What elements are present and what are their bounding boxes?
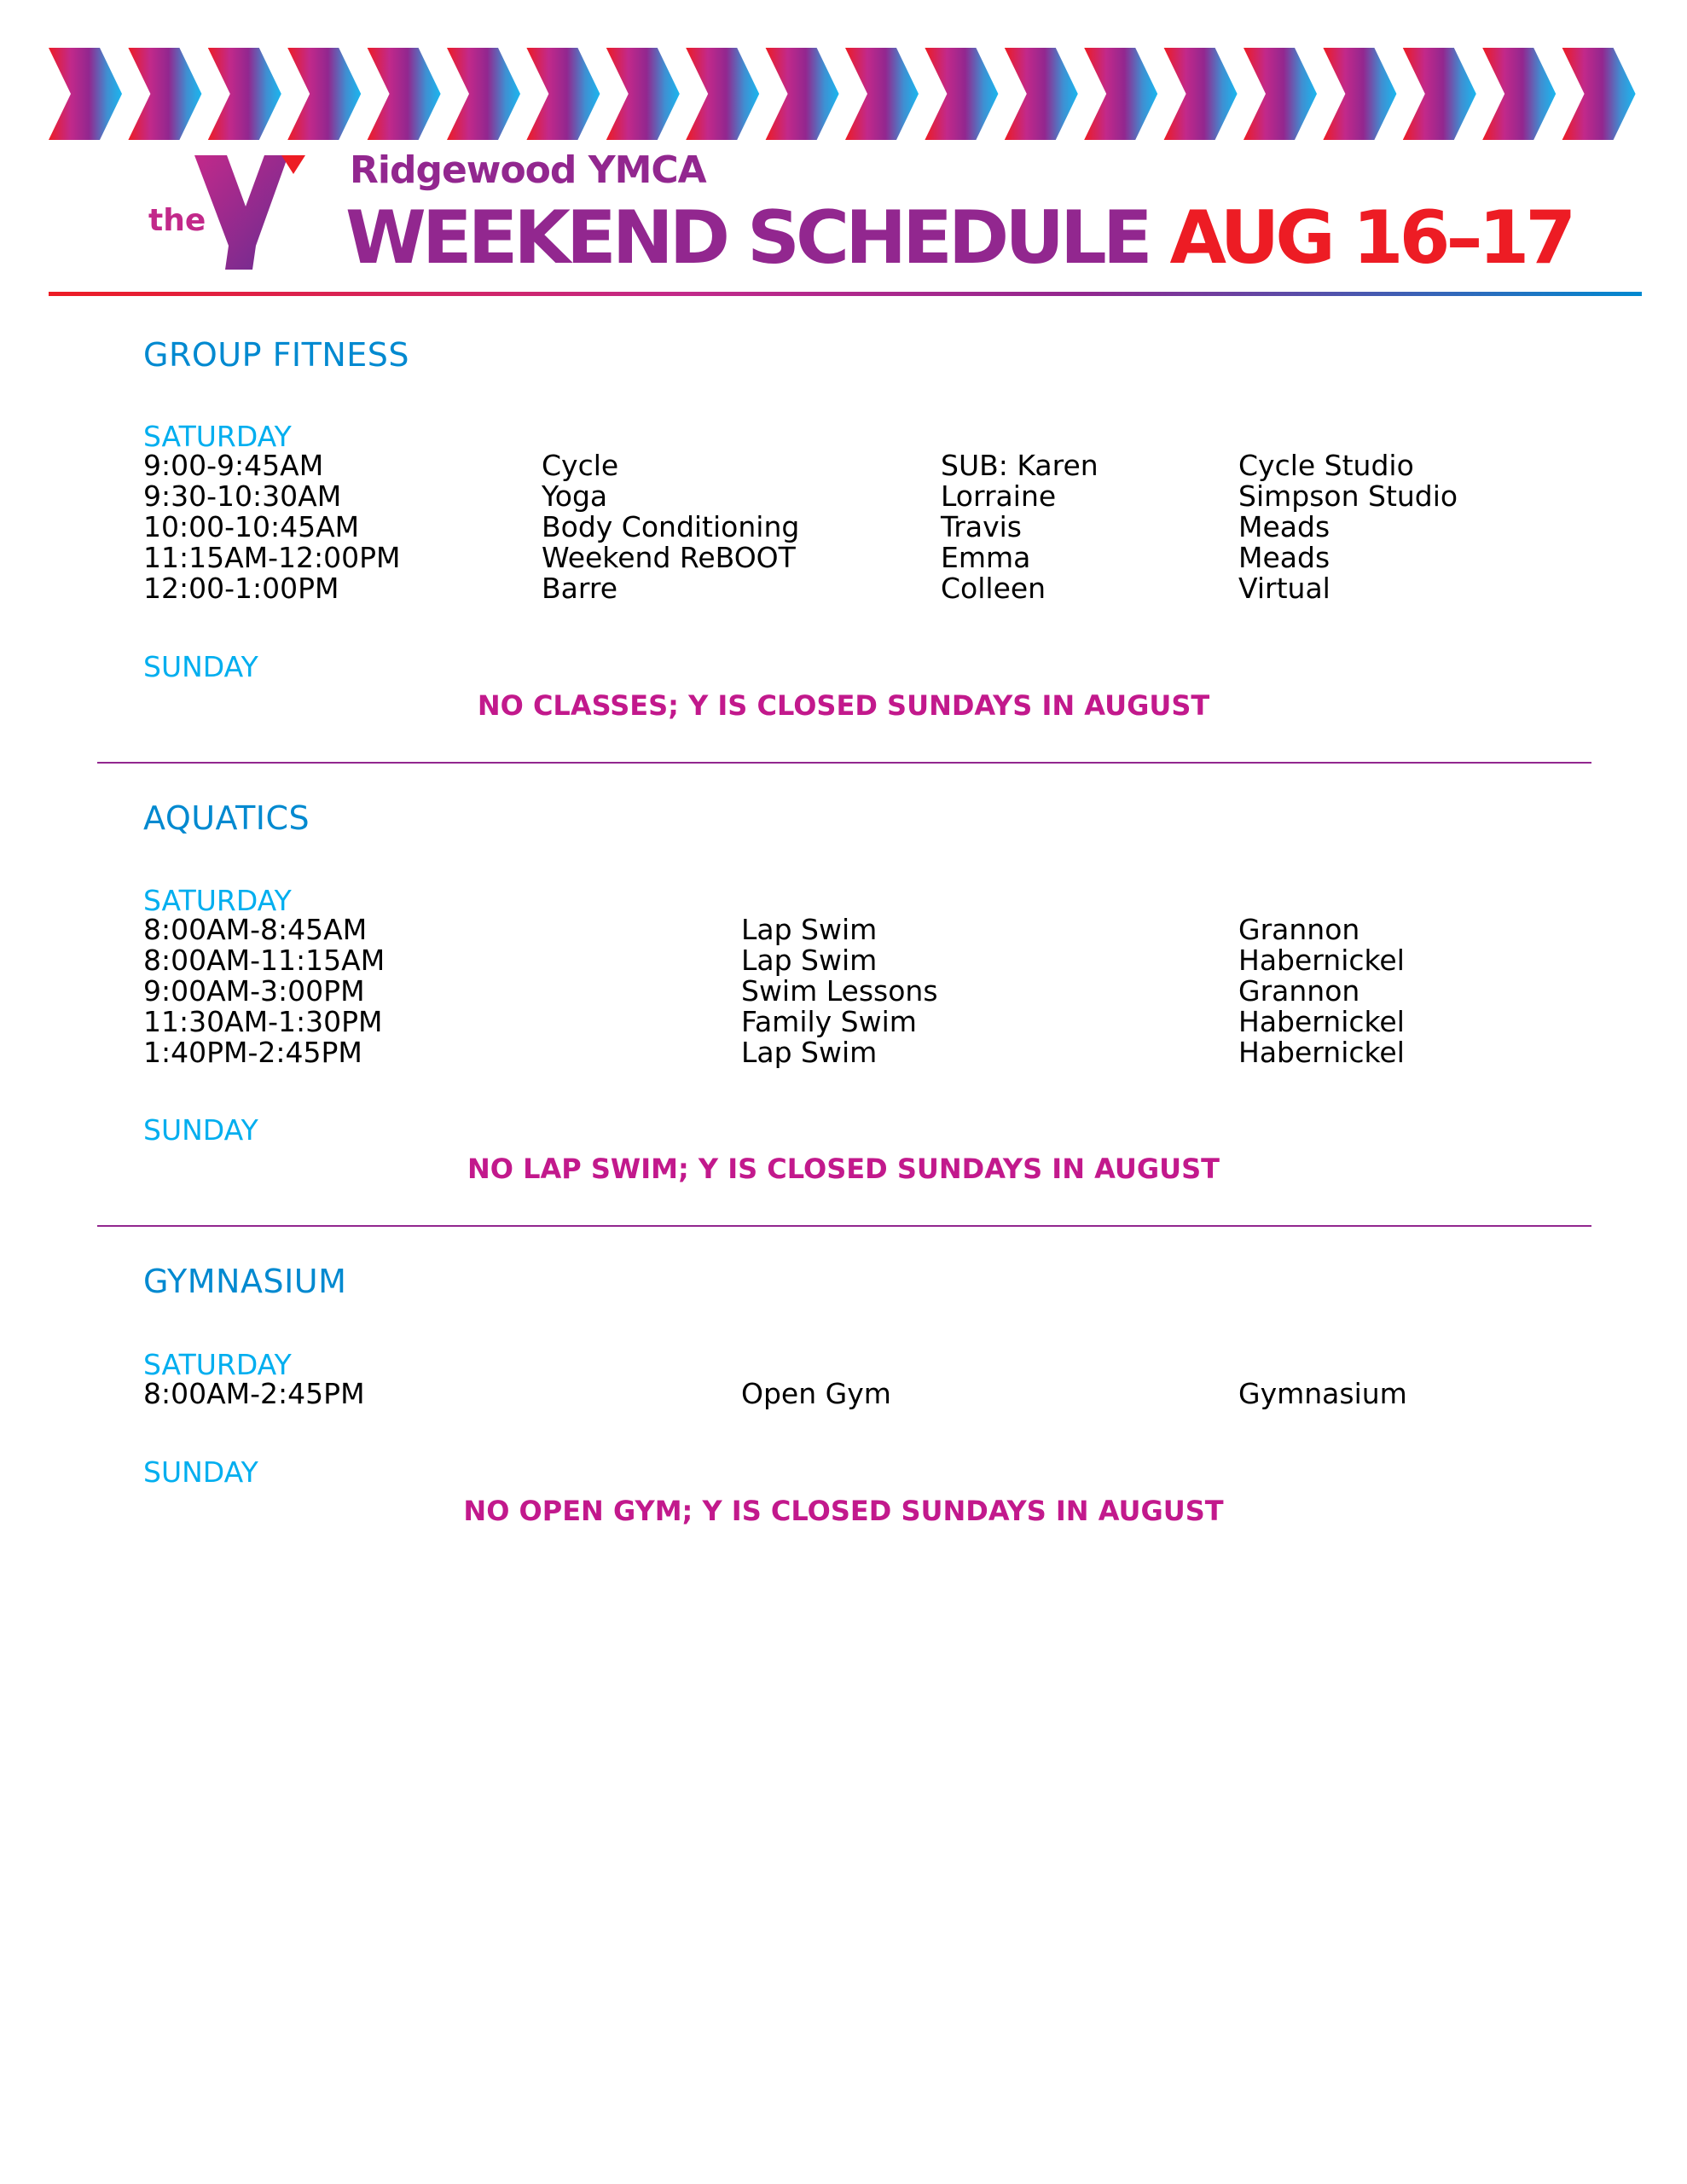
chevron-shape xyxy=(447,48,520,140)
section-divider xyxy=(97,1225,1591,1227)
page-title xyxy=(345,195,1573,281)
row-location: Meads xyxy=(1238,510,1330,543)
row-location: Grannon xyxy=(1238,913,1360,946)
row-activity: Barre xyxy=(542,572,617,605)
section-title-aquatics: AQUATICS xyxy=(143,799,310,837)
chevron-shape xyxy=(1323,48,1396,140)
row-location: Habernickel xyxy=(1238,1036,1405,1069)
section-title-group-fitness: GROUP FITNESS xyxy=(143,336,410,374)
row-instructor: Travis xyxy=(941,510,1022,543)
row-time: 10:00-10:45AM xyxy=(143,510,360,543)
row-time: 12:00-1:00PM xyxy=(143,572,339,605)
chevron-banner xyxy=(49,48,1642,140)
schedule-row xyxy=(143,573,1644,604)
schedule-row xyxy=(143,1037,1644,1068)
row-time: 1:40PM-2:45PM xyxy=(143,1036,362,1069)
row-location: Cycle Studio xyxy=(1238,449,1414,482)
schedule-row xyxy=(143,543,1644,573)
schedule-row xyxy=(143,1007,1644,1037)
header-rule xyxy=(49,292,1642,296)
row-time: 8:00AM-8:45AM xyxy=(143,913,368,946)
row-location: Habernickel xyxy=(1238,944,1405,977)
row-activity: Family Swim xyxy=(741,1005,917,1038)
chevron-shape xyxy=(606,48,680,140)
chevron-shape xyxy=(208,48,281,140)
row-location: Meads xyxy=(1238,541,1330,574)
chevron-shape xyxy=(1164,48,1238,140)
day-label-saturday: SATURDAY xyxy=(143,1348,292,1381)
chevron-shape xyxy=(128,48,201,140)
schedule-row xyxy=(143,512,1644,543)
row-time: 9:00AM-3:00PM xyxy=(143,974,365,1008)
day-label-sunday: SUNDAY xyxy=(143,1113,258,1147)
sunday-closed-note: NO CLASSES; Y IS CLOSED SUNDAYS IN AUGUST xyxy=(477,689,1210,722)
row-location: Virtual xyxy=(1238,572,1330,605)
logo-the-text: the xyxy=(148,203,206,238)
chevron-shape xyxy=(1482,48,1556,140)
row-activity: Body Conditioning xyxy=(542,510,800,543)
schedule-row xyxy=(143,1379,1644,1409)
row-instructor: Lorraine xyxy=(941,479,1057,513)
day-label-saturday: SATURDAY xyxy=(143,420,292,453)
row-time: 9:00-9:45AM xyxy=(143,449,324,482)
sunday-closed-note: NO LAP SWIM; Y IS CLOSED SUNDAYS IN AUGUST xyxy=(467,1153,1220,1185)
chevron-shape xyxy=(287,48,361,140)
chevron-shape xyxy=(1562,48,1636,140)
row-time: 11:15AM-12:00PM xyxy=(143,541,401,574)
row-location: Simpson Studio xyxy=(1238,479,1458,513)
sunday-closed-note: NO OPEN GYM; Y IS CLOSED SUNDAYS IN AUGUST xyxy=(463,1495,1224,1527)
row-instructor: Emma xyxy=(941,541,1031,574)
row-activity: Open Gym xyxy=(741,1377,891,1410)
schedule-row xyxy=(143,915,1644,945)
row-activity: Weekend ReBOOT xyxy=(542,541,796,574)
chevron-shape xyxy=(368,48,441,140)
row-instructor: SUB: Karen xyxy=(941,449,1099,482)
chevron-shape xyxy=(526,48,600,140)
row-activity: Lap Swim xyxy=(741,944,878,977)
schedule-row xyxy=(143,976,1644,1007)
ymca-y-icon xyxy=(145,152,316,276)
row-time: 9:30-10:30AM xyxy=(143,479,342,513)
chevron-shape xyxy=(686,48,759,140)
title-date: AUG 16–17 xyxy=(1169,195,1573,281)
chevron-shape xyxy=(1084,48,1157,140)
row-location: Habernickel xyxy=(1238,1005,1405,1038)
chevron-shape xyxy=(1403,48,1476,140)
brand-name: Ridgewood YMCA xyxy=(350,148,706,192)
schedule-row xyxy=(143,945,1644,976)
section-divider xyxy=(97,762,1591,764)
schedule-row xyxy=(143,481,1644,512)
ymca-logo xyxy=(145,152,316,276)
row-activity: Lap Swim xyxy=(741,1036,878,1069)
chevron-shape xyxy=(766,48,839,140)
row-activity: Swim Lessons xyxy=(741,974,938,1008)
schedule-row xyxy=(143,450,1644,481)
row-activity: Lap Swim xyxy=(741,913,878,946)
row-time: 8:00AM-2:45PM xyxy=(143,1377,365,1410)
chevron-shape xyxy=(1244,48,1317,140)
chevron-shape xyxy=(1005,48,1078,140)
row-location: Gymnasium xyxy=(1238,1377,1407,1410)
row-instructor: Colleen xyxy=(941,572,1046,605)
row-location: Grannon xyxy=(1238,974,1360,1008)
chevron-shape xyxy=(925,48,998,140)
chevron-shape xyxy=(49,48,122,140)
chevron-shape xyxy=(845,48,919,140)
day-label-sunday: SUNDAY xyxy=(143,650,258,683)
row-time: 11:30AM-1:30PM xyxy=(143,1005,383,1038)
day-label-sunday: SUNDAY xyxy=(143,1455,258,1489)
title-main: WEEKEND SCHEDULE xyxy=(345,195,1170,281)
row-activity: Cycle xyxy=(542,449,619,482)
day-label-saturday: SATURDAY xyxy=(143,884,292,917)
section-title-gymnasium: GYMNASIUM xyxy=(143,1263,347,1300)
row-time: 8:00AM-11:15AM xyxy=(143,944,386,977)
row-activity: Yoga xyxy=(542,479,608,513)
